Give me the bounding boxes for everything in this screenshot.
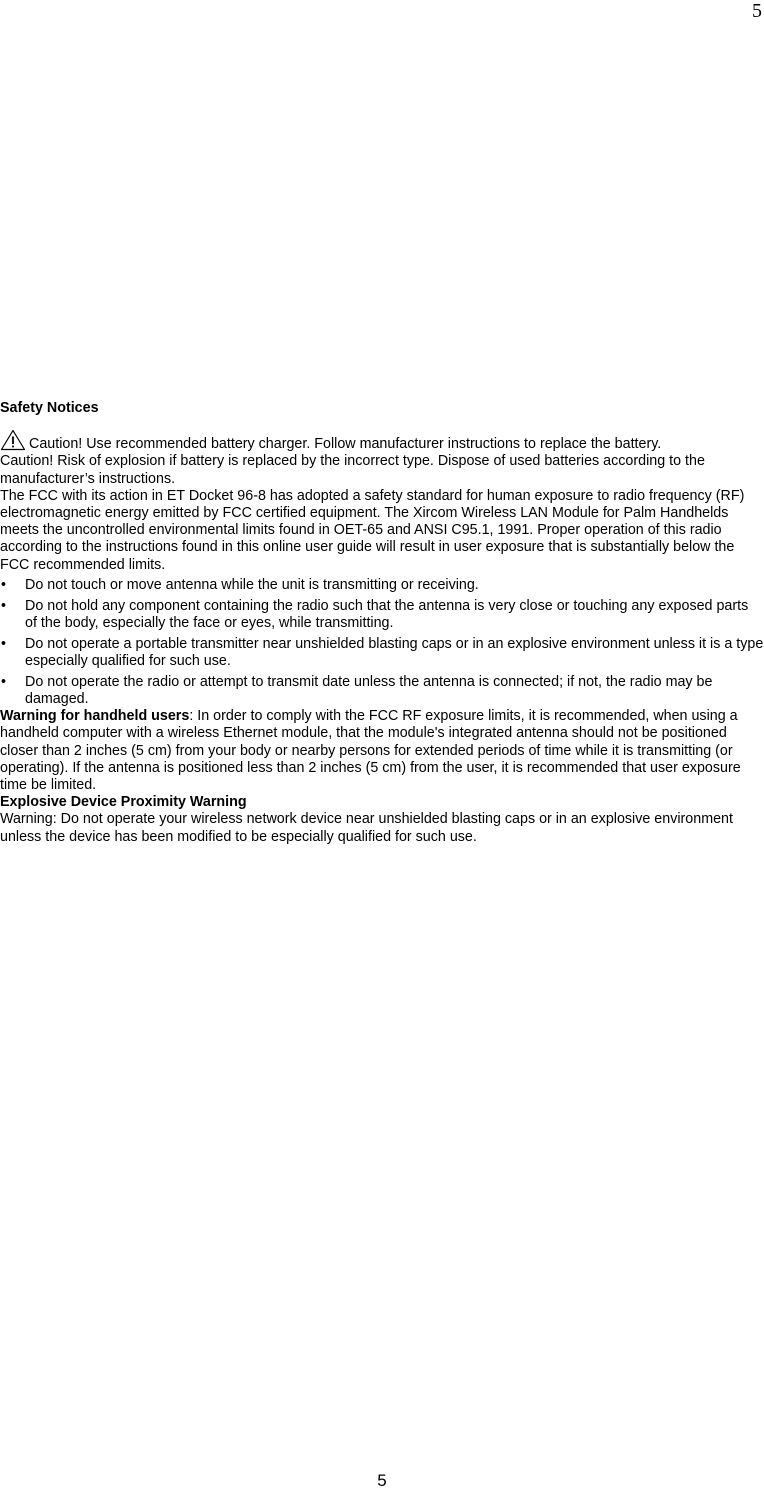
list-item <box>0 636 764 670</box>
explosive-warning-text: Warning: Do not operate your wireless network device near unshielded blasting caps or in an explosive environment unless the device has been modified to be especially qualified for such use. <box>0 811 733 845</box>
list-item <box>0 598 764 632</box>
caution-explosion-risk: Caution! Risk of explosion if battery is replaced by the incorrect type. Dispose of used batteries according to the manufacturer’s instructions. <box>0 453 705 487</box>
page-number-top: 5 <box>752 0 762 22</box>
page-number-bottom: 5 <box>377 1471 387 1490</box>
list-item-text: Do not hold any component containing the radio such that the antenna is very close or touching any exposed parts of the body, especially the face or eyes, while transmitting. <box>25 598 749 632</box>
handheld-warning-text: : In order to comply with the FCC RF exposure limits, it is recommended, when using a handheld computer with a wireless Ethernet module, that the module's integrated antenna should not be positioned closer than 2 inches (5 cm) from your body or nearby persons for extended periods of time while it is transmitting (or operating). If the antenna is positioned less than 2 inches (5 cm) from the user, it is recommended that user exposure time be limited. <box>0 708 741 794</box>
bullet-icon: • <box>1 673 7 690</box>
handheld-warning-paragraph <box>0 708 764 794</box>
caution-battery-charger <box>0 429 764 453</box>
warning-triangle-icon <box>0 429 26 451</box>
bullet-icon: • <box>1 635 7 652</box>
safety-bullet-list <box>0 577 764 708</box>
bullet-icon: • <box>1 577 7 594</box>
list-item-text: Do not operate a portable transmitter near unshielded blasting caps or in an explosive environment unless it is a type especially qualified for such use. <box>25 635 764 670</box>
list-item-text: Do not operate the radio or attempt to transmit date unless the antenna is connected; if not, the radio may be damaged. <box>25 673 713 708</box>
safety-notices-section <box>0 400 764 846</box>
list-item <box>0 577 764 594</box>
list-item-text: Do not touch or move antenna while the unit is transmitting or receiving. <box>25 577 479 594</box>
explosive-warning-heading: Explosive Device Proximity Warning <box>0 794 247 811</box>
list-item <box>0 674 764 708</box>
section-title: Safety Notices <box>0 400 99 416</box>
bullet-icon: • <box>1 598 7 615</box>
fcc-paragraph: The FCC with its action in ET Docket 96-8 has adopted a safety standard for human exposure to radio frequency (RF) electromagnetic energy emitted by FCC certified equipment. The Xircom Wireless LAN Module for Palm Handhelds meets the uncontrolled environmental limits found in OET-65 and ANSI C95.1, 1991. Proper operation of this radio according to the instructions found in this online user guide will result in user exposure that is substantially below the FCC recommended limits. <box>0 487 745 573</box>
caution-text-1: Caution! Use recommended battery charger. Follow manufacturer instructions to replace the battery. <box>29 436 662 453</box>
handheld-warning-label: Warning for handheld users <box>0 708 190 725</box>
